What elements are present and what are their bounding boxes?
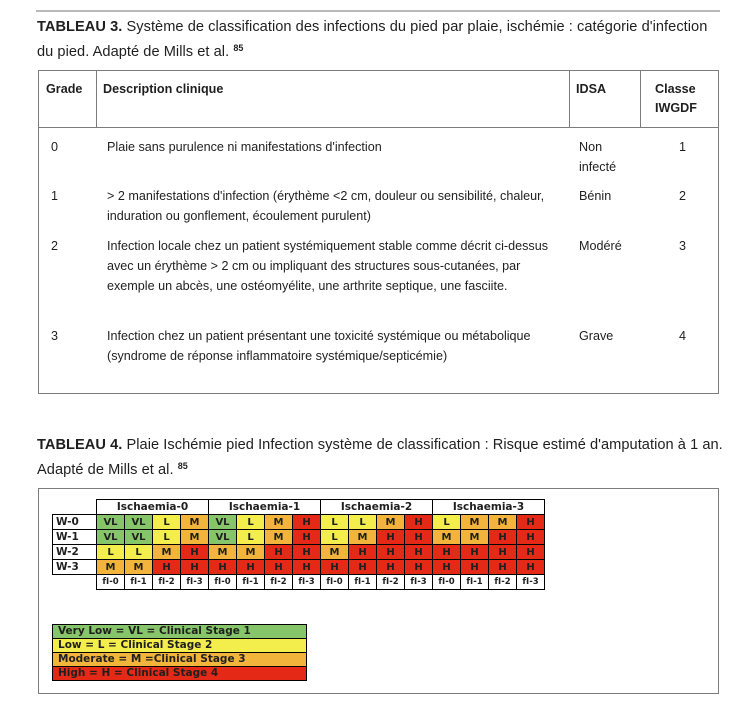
foot-infection-label: fI-0 <box>321 575 349 590</box>
risk-matrix <box>52 499 545 590</box>
risk-cell: VL <box>209 530 237 545</box>
risk-cell: L <box>237 530 265 545</box>
ischaemia-group-header: Ischaemia-1 <box>209 500 321 515</box>
risk-cell: L <box>97 545 125 560</box>
row0-grade: 0 <box>51 140 59 154</box>
risk-cell: H <box>349 545 377 560</box>
row0-iwgdf: 1 <box>679 140 687 154</box>
risk-cell: H <box>293 560 321 575</box>
risk-cell: VL <box>125 530 153 545</box>
risk-cell: L <box>321 515 349 530</box>
header-grade: Grade <box>46 82 83 96</box>
wound-grade-label: W-2 <box>53 545 97 560</box>
foot-infection-label: fI-1 <box>125 575 153 590</box>
risk-cell: H <box>517 530 545 545</box>
risk-cell: M <box>209 545 237 560</box>
risk-cell: H <box>181 560 209 575</box>
row0-description: Plaie sans purulence ni manifestations d'infection <box>107 140 382 154</box>
table4-caption-label: TABLEAU 4. <box>37 437 123 453</box>
risk-cell: M <box>181 515 209 530</box>
risk-cell: VL <box>209 515 237 530</box>
row1-iwgdf: 2 <box>679 189 687 203</box>
row3-grade: 3 <box>51 329 59 343</box>
row2-iwgdf: 3 <box>679 239 687 253</box>
risk-cell: H <box>517 515 545 530</box>
risk-cell: L <box>125 545 153 560</box>
risk-cell: VL <box>125 515 153 530</box>
risk-cell: M <box>265 515 293 530</box>
risk-cell: M <box>321 545 349 560</box>
foot-infection-label: fI-3 <box>181 575 209 590</box>
matrix-footer-row <box>53 575 545 590</box>
legend-row <box>53 653 307 667</box>
risk-cell: M <box>181 530 209 545</box>
risk-cell: H <box>265 545 293 560</box>
risk-cell: H <box>517 560 545 575</box>
matrix-corner <box>53 500 97 515</box>
matrix-header-row <box>53 500 545 515</box>
matrix-row <box>53 515 545 530</box>
foot-infection-label: fI-0 <box>97 575 125 590</box>
row1-grade: 1 <box>51 189 59 203</box>
table4-caption <box>37 435 727 481</box>
top-divider <box>36 10 720 12</box>
risk-cell: H <box>433 545 461 560</box>
risk-cell: M <box>153 545 181 560</box>
classification-table <box>38 70 719 394</box>
risk-cell: H <box>461 560 489 575</box>
header-idsa: IDSA <box>576 82 607 96</box>
risk-cell: H <box>405 515 433 530</box>
risk-cell: H <box>405 545 433 560</box>
foot-infection-label: fI-3 <box>293 575 321 590</box>
risk-cell: M <box>97 560 125 575</box>
header-description: Description clinique <box>103 82 224 96</box>
matrix-footer-corner <box>53 575 97 590</box>
foot-infection-label: fI-0 <box>433 575 461 590</box>
foot-infection-label: fI-1 <box>349 575 377 590</box>
risk-cell: H <box>377 545 405 560</box>
table4-caption-ref: 85 <box>177 461 188 471</box>
legend-row <box>53 639 307 653</box>
row3-iwgdf: 4 <box>679 329 687 343</box>
table3-caption <box>37 17 727 63</box>
risk-cell: L <box>321 530 349 545</box>
matrix-row <box>53 560 545 575</box>
risk-cell: VL <box>97 515 125 530</box>
risk-cell: M <box>433 530 461 545</box>
foot-infection-label: fI-1 <box>237 575 265 590</box>
wound-grade-label: W-1 <box>53 530 97 545</box>
risk-cell: H <box>293 545 321 560</box>
risk-cell: M <box>461 515 489 530</box>
table3-caption-label: TABLEAU 3. <box>37 19 123 35</box>
row2-description: Infection locale chez un patient systémiquement stable comme décrit ci-dessus avec un érythème > 2 cm ou impliquant des structures sous-cutanées, par exemple un abcès, une ostéomyélite, une arthrite septique, une fasciite. <box>107 239 548 293</box>
risk-cell: M <box>489 515 517 530</box>
wound-grade-label: W-0 <box>53 515 97 530</box>
risk-cell: L <box>349 515 377 530</box>
legend-row <box>53 625 307 639</box>
header-iwgdf-line1: Classe <box>655 82 696 96</box>
risk-cell: H <box>153 560 181 575</box>
risk-cell: H <box>209 560 237 575</box>
table4-caption-text: Plaie Ischémie pied Infection système de classification : Risque estimé d'amputation à 1 an. Adapté de Mills et al. <box>37 437 723 478</box>
risk-cell: H <box>377 560 405 575</box>
foot-infection-label: fI-1 <box>461 575 489 590</box>
row2-idsa: Modéré <box>579 239 622 253</box>
matrix-row <box>53 530 545 545</box>
table3-caption-ref: 85 <box>233 43 244 53</box>
risk-cell: H <box>265 560 293 575</box>
risk-cell: H <box>489 545 517 560</box>
risk-cell: H <box>321 560 349 575</box>
legend-entry: Low = L = Clinical Stage 2 <box>53 639 307 653</box>
foot-infection-label: fI-3 <box>517 575 545 590</box>
foot-infection-label: fI-2 <box>377 575 405 590</box>
risk-cell: M <box>237 545 265 560</box>
risk-cell: VL <box>97 530 125 545</box>
risk-cell: H <box>405 530 433 545</box>
risk-cell: H <box>433 560 461 575</box>
risk-cell: L <box>153 530 181 545</box>
ischaemia-group-header: Ischaemia-2 <box>321 500 433 515</box>
risk-cell: M <box>461 530 489 545</box>
risk-cell: H <box>237 560 265 575</box>
table3-caption-text: Système de classification des infections du pied par plaie, ischémie : catégorie d'infection du pied. Adapté de Mills et al. <box>37 19 708 60</box>
risk-cell: H <box>349 560 377 575</box>
row1-idsa: Bénin <box>579 189 612 203</box>
risk-cell: H <box>377 530 405 545</box>
risk-cell: H <box>181 545 209 560</box>
matrix-row <box>53 545 545 560</box>
risk-cell: L <box>237 515 265 530</box>
risk-cell: H <box>517 545 545 560</box>
risk-cell: L <box>153 515 181 530</box>
risk-cell: L <box>433 515 461 530</box>
risk-cell: M <box>349 530 377 545</box>
table-header <box>39 71 718 128</box>
foot-infection-label: fI-2 <box>153 575 181 590</box>
header-iwgdf-line2: IWGDF <box>655 101 697 115</box>
row2-grade: 2 <box>51 239 59 253</box>
row0-idsa: Non infecté <box>579 140 617 174</box>
risk-legend <box>52 624 307 681</box>
risk-cell: H <box>489 560 517 575</box>
wound-grade-label: W-3 <box>53 560 97 575</box>
row1-description: > 2 manifestations d'infection (érythème <2 cm, douleur ou sensibilité, chaleur, induration ou gonflement, écoulement purulent) <box>107 189 545 223</box>
legend-entry: Moderate = M =Clinical Stage 3 <box>53 653 307 667</box>
risk-cell: M <box>377 515 405 530</box>
foot-infection-label: fI-2 <box>265 575 293 590</box>
foot-infection-label: fI-0 <box>209 575 237 590</box>
risk-cell: H <box>489 530 517 545</box>
risk-cell: H <box>461 545 489 560</box>
ischaemia-group-header: Ischaemia-0 <box>97 500 209 515</box>
risk-cell: H <box>293 530 321 545</box>
legend-row <box>53 667 307 681</box>
foot-infection-label: fI-2 <box>489 575 517 590</box>
ischaemia-group-header: Ischaemia-3 <box>433 500 545 515</box>
risk-cell: M <box>265 530 293 545</box>
row3-idsa: Grave <box>579 329 614 343</box>
row3-description: Infection chez un patient présentant une toxicité systémique ou métabolique (syndrome de réponse inflammatoire systémique/septicémie) <box>107 329 531 363</box>
risk-cell: H <box>405 560 433 575</box>
risk-cell: H <box>293 515 321 530</box>
foot-infection-label: fI-3 <box>405 575 433 590</box>
legend-entry: Very Low = VL = Clinical Stage 1 <box>53 625 307 639</box>
legend-entry: High = H = Clinical Stage 4 <box>53 667 307 681</box>
risk-cell: M <box>125 560 153 575</box>
